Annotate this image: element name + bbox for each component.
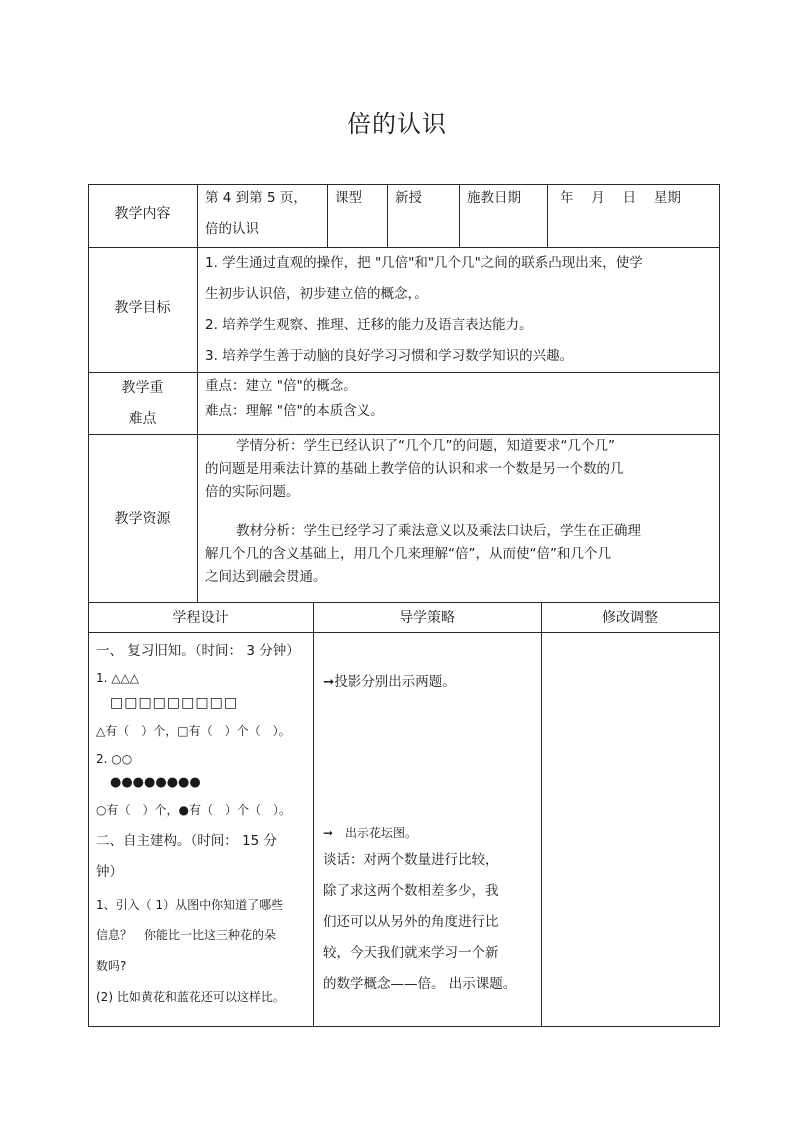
keypoints-label-1: 教学重 <box>121 380 164 396</box>
strategy-talk-line3: 们还可以从另外的角度进行比 <box>323 914 499 930</box>
label-column-divider <box>197 184 198 602</box>
intro-line4: (2) 比如黄花和蓝花还可以这样比。 <box>96 990 285 1004</box>
review-heading: 一、 复习旧知。（时间： 3 分钟） <box>96 643 300 659</box>
header-divider-1 <box>327 184 328 247</box>
strategy-flower-picture: ➞ 出示花坛图。 <box>323 826 418 840</box>
goal-line-4: 3. 培养学生善于动脑的良好学习习惯和学习数学知识的兴趣。 <box>205 348 574 364</box>
date-fields: 年 月 日 星期 <box>560 190 681 206</box>
page-title: 倍的认识 <box>347 110 447 138</box>
date-label: 施教日期 <box>467 190 521 206</box>
column-header-design: 学程设计 <box>172 610 229 626</box>
question-2-dots: ●●●●●●●● <box>110 775 201 790</box>
lesson-type-value: 新授 <box>395 190 422 206</box>
header-divider-4 <box>547 184 548 247</box>
question-1-fill: △有（ ）个，□有（ ）个（ ）。 <box>96 724 291 738</box>
strategy-talk-line5: 的数学概念——倍。 出示课题。 <box>323 976 517 992</box>
strategy-projection: ➞投影分别出示两题。 <box>323 674 456 690</box>
goals-label: 教学目标 <box>114 300 171 316</box>
divider-after-keypoints <box>88 434 720 435</box>
pages-line-1: 第 4 到第 5 页， <box>205 190 307 206</box>
border-bottom <box>88 1026 720 1027</box>
divider-after-resources <box>88 602 720 603</box>
build-heading-line2: 钟） <box>96 864 123 880</box>
lower-divider-1 <box>313 602 314 1027</box>
resources-p1-line3: 倍的实际问题。 <box>205 484 300 500</box>
border-right <box>719 184 720 1027</box>
column-header-adjust: 修改调整 <box>602 610 658 626</box>
goal-line-1: 1. 学生通过直观的操作，把 "几倍"和"几个几"之间的联系凸现出来，使学 <box>205 255 643 271</box>
divider-after-header <box>88 247 720 248</box>
strategy-talk-line2: 除了求这两个数相差多少，我 <box>323 883 499 899</box>
build-heading-line1: 二、自主建构。（时间： 15 分 <box>96 833 278 849</box>
pages-line-2: 倍的认识 <box>205 221 259 237</box>
resources-p2-line3: 之间达到融会贯通。 <box>205 569 327 585</box>
goal-line-3: 2. 培养学生观察、推理、迁移的能力及语言表达能力。 <box>205 317 533 333</box>
question-2-fill: ○有（ ）个，●有（ ）个（ ）。 <box>96 803 291 817</box>
divider-after-column-headers <box>88 632 720 633</box>
keypoints-label-2: 难点 <box>128 411 157 427</box>
column-header-strategy: 导学策略 <box>399 610 455 626</box>
resources-p1-line1: 学情分析：学生已经认识了“几个几”的问题，知道要求“几个几” <box>236 438 615 454</box>
difficulty-point: 难点：理解 "倍"的本质含义。 <box>205 403 384 419</box>
strategy-talk-line4: 较，今天我们就来学习一个新 <box>323 945 499 961</box>
header-divider-3 <box>459 184 460 247</box>
resources-p2-line1: 教材分析：学生已经学习了乘法意义以及乘法口诀后，学生在正确理 <box>236 523 641 539</box>
key-point: 重点：建立 "倍"的概念。 <box>205 378 357 394</box>
intro-line2: 信息？ 你能比一比这三种花的朵 <box>96 928 277 942</box>
lesson-type-label: 课型 <box>335 190 362 206</box>
divider-after-goals <box>88 372 720 373</box>
strategy-talk-line1: 谈话：对两个数量进行比较， <box>323 852 499 868</box>
header-divider-2 <box>387 184 388 247</box>
border-top <box>88 184 720 185</box>
content-label: 教学内容 <box>114 206 171 222</box>
question-1-squares: □□□□□□□□□ <box>110 695 239 711</box>
resources-p2-line2: 解几个几的含义基础上，用几个几来理解“倍”，从而使“倍”和几个几 <box>205 546 611 562</box>
intro-line3: 数吗? <box>96 959 127 973</box>
goal-line-2: 生初步认识倍，初步建立倍的概念，。 <box>205 286 428 302</box>
intro-line1: 1、引入（ 1）从图中你知道了哪些 <box>96 898 284 912</box>
question-2-label: 2. ○○ <box>96 752 133 766</box>
resources-label: 教学资源 <box>114 511 171 527</box>
lower-divider-2 <box>541 602 542 1027</box>
question-1-label: 1. △△△ <box>96 671 139 685</box>
resources-p1-line2: 的问题是用乘法计算的基础上教学倍的认识和求一个数是另一个数的几 <box>205 461 624 477</box>
